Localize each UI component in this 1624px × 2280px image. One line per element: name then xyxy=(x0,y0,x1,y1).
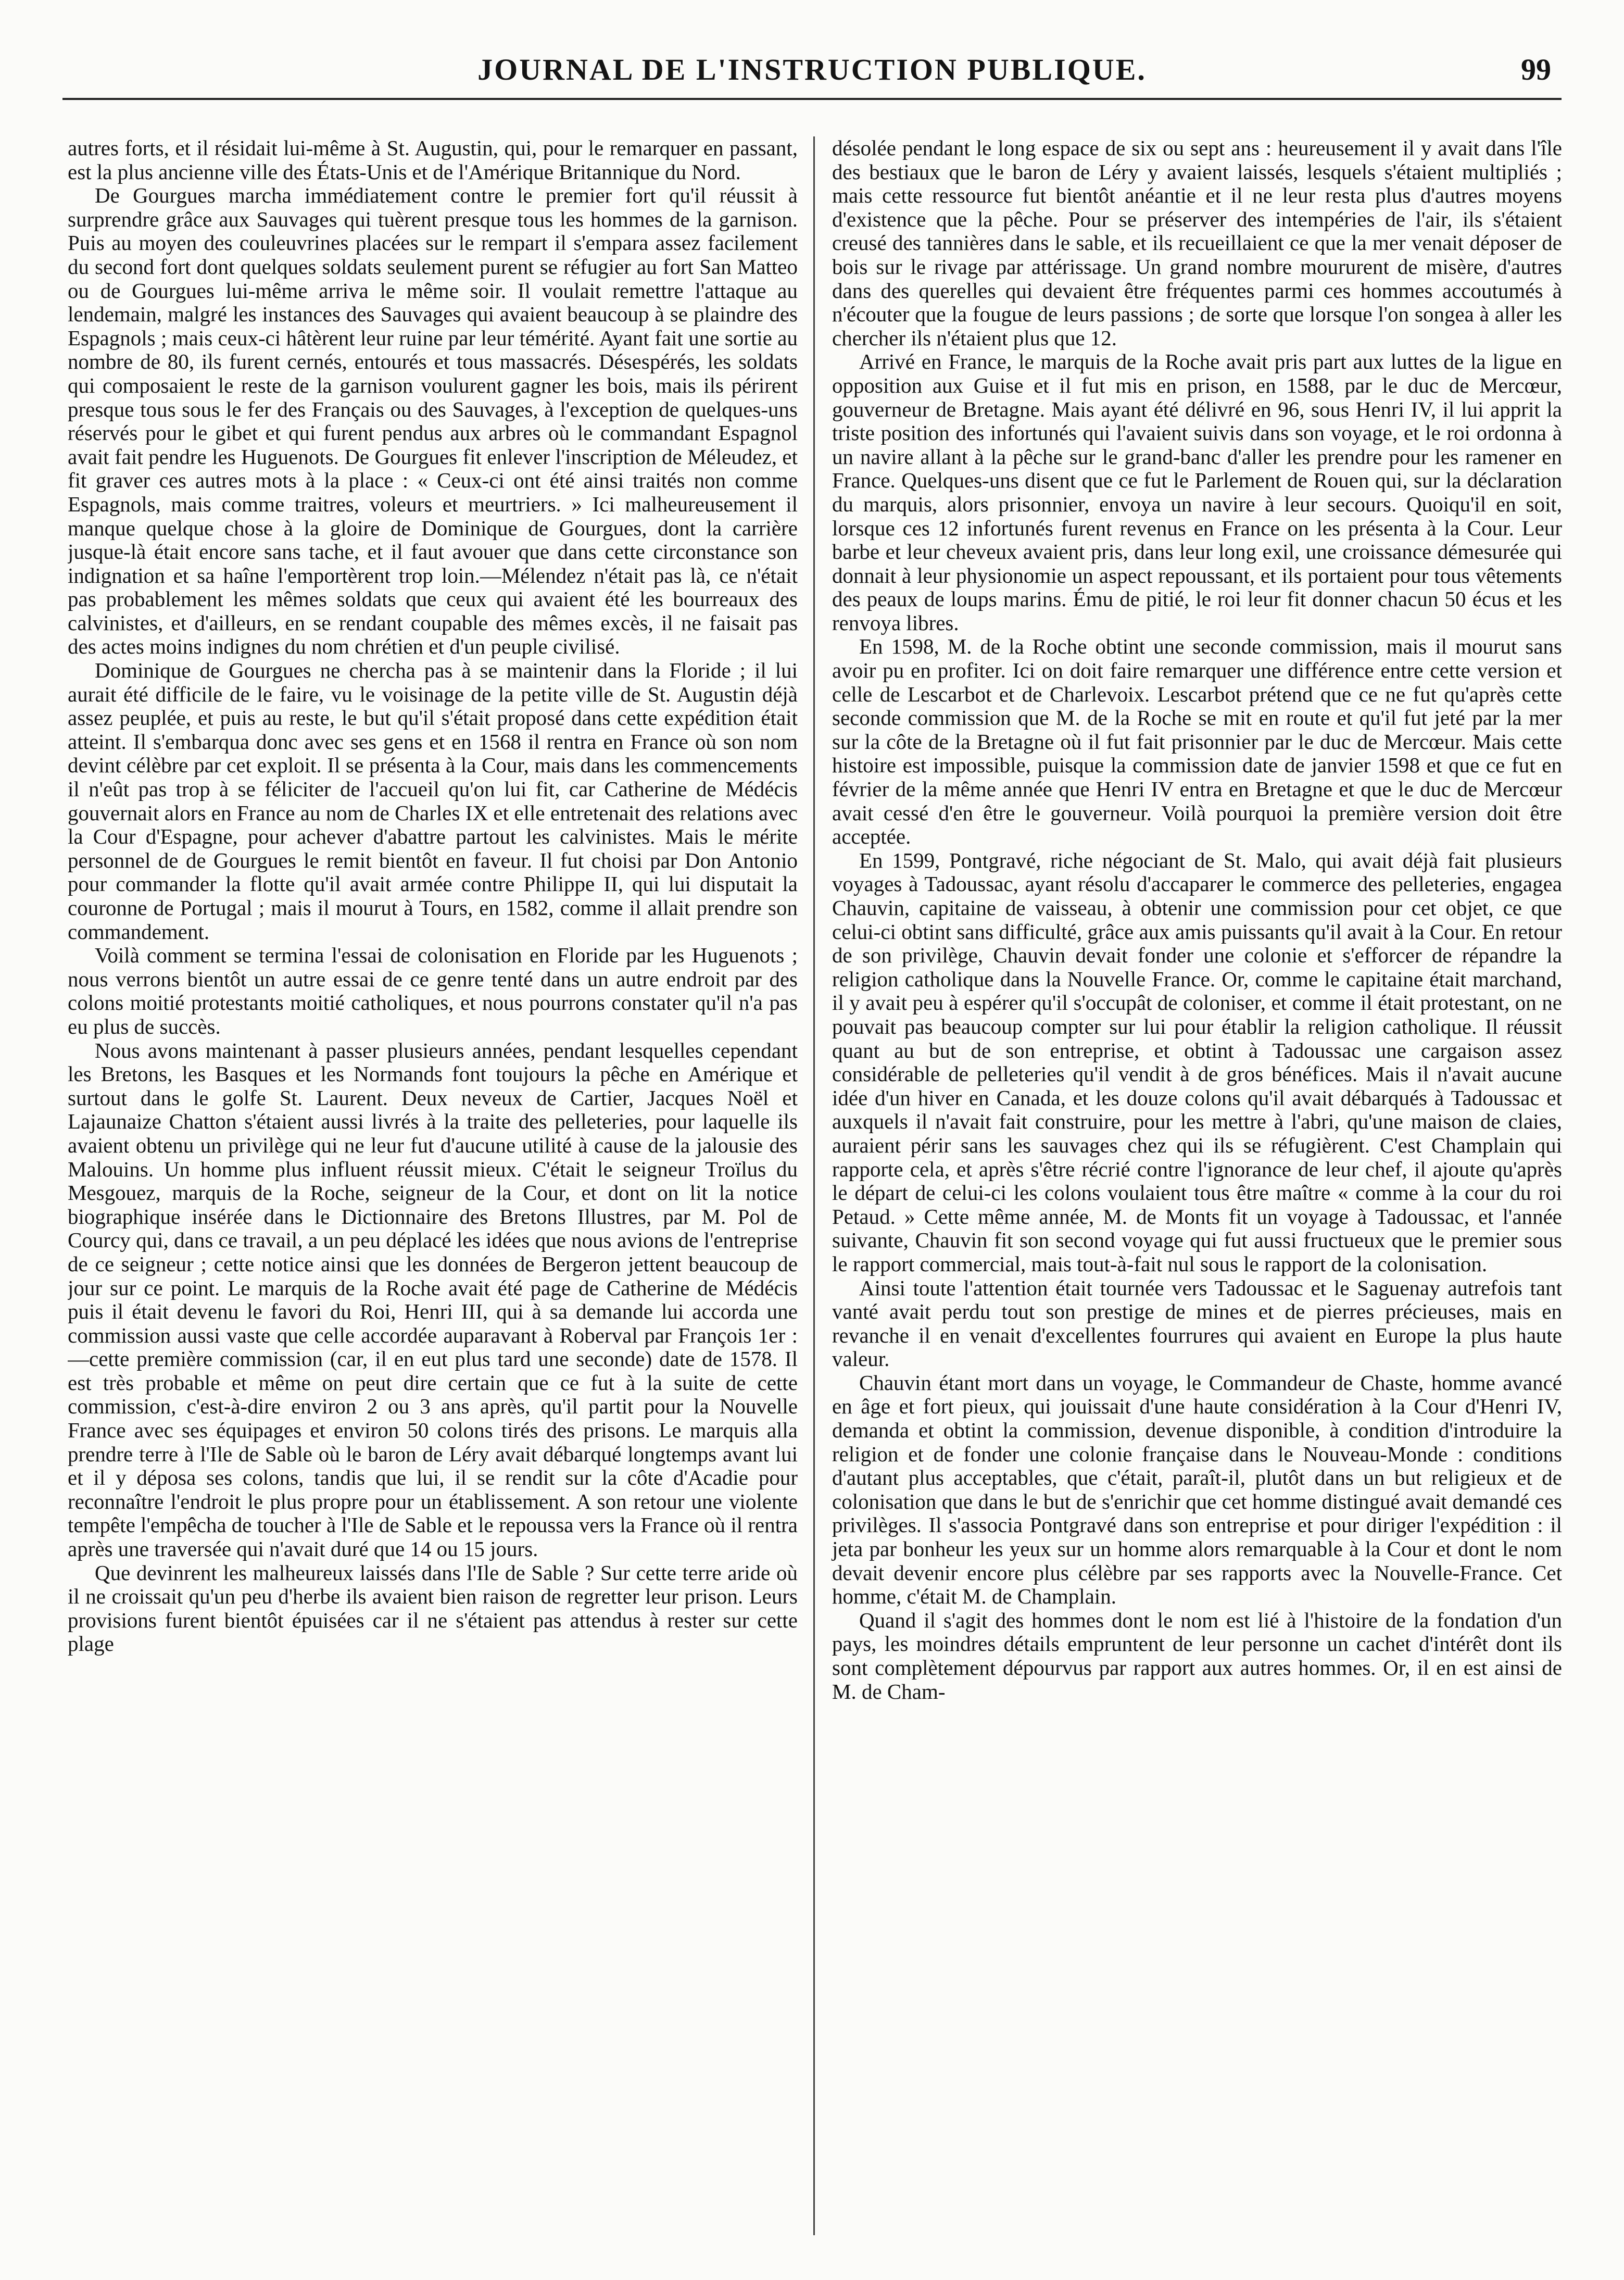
paragraph: En 1599, Pontgravé, riche négociant de St. Malo, qui avait déjà fait plusieurs voyages à Tadoussac, ayant résolu d'accaparer le commerce des pelleteries, engagea Chauvin, capitaine de vaisseau, à obtenir une commission pour cet objet, ce que celui-ci obtint sans difficulté, grâce aux amis puissants qu'il avait à la Cour. En retour de son privilège, Chauvin devait fonder une colonie et s'efforcer de répandre la religion catholique dans la Nouvelle France. Or, comme le capitaine était marchand, il y avait peu à espérer qu'il s'occupât de coloniser, et comme il était protestant, on ne pouvait pas beaucoup compter sur lui pour établir la religion catholique. Il réussit quant au but de son entreprise, et obtint à Tadoussac une cargaison assez considérable de pelleteries qu'il vendit à de gros bénéfices. Mais il n'avait aucune idée d'un hiver en Canada, et les douze colons qu'il avait débarqués à Tadoussac et auxquels il n'avait fait construire, pour les mettre à l'abri, qu'une maison de claies, auraient périr sans les sauvages chez qui ils se réfugièrent. C'est Champlain qui rapporte cela, et après s'être récrié contre l'ignorance de leur chef, il ajoute qu'après le départ de celui-ci les colons voulaient tous être maître « comme à la cour du roi Petaud. » Cette même année, M. de Monts fit un voyage à Tadoussac, et l'année suivante, Chauvin fit son second voyage qui fut aussi fructueux que le premier sous le rapport commercial, mais tout-à-fait nul sous le rapport de la colonisation. xyxy=(832,848,1562,1276)
paragraph: De Gourgues marcha immédiatement contre le premier fort qu'il réussit à surprendre grâce aux Sauvages qui tuèrent presque tous les hommes de la garnison. Puis au moyen des couleuvrines placées sur le rempart il s'empara assez facilement du second fort dont quelques soldats seulement purent se réfugier au fort San Matteo ou de Gourgues lui-même arriva le même soir. Il voulait remettre l'attaque au lendemain, malgré les instances des Sauvages qui avaient beaucoup à se plaindre des Espagnols ; mais ceux-ci hâtèrent leur ruine par leur témérité. Ayant fait une sortie au nombre de 80, ils furent cernés, entourés et tous massacrés. Désespérés, les soldats qui composaient le reste de la garnison voulurent gagner les bois, mais ils périrent presque tous sous le fer des Français ou des Sauvages, à l'exception de quelques-uns réservés pour le gibet et qui furent pendus aux arbres où le commandant Espagnol avait fait pendre les Huguenots. De Gourgues fit enlever l'inscription de Méleudez, et fit graver ces autres mots à la place : « Ceux-ci ont été ainsi traités non comme Espagnols, mais comme traitres, voleurs et meurtriers. » Ici malheureusement il manque quelque chose à la gloire de Dominique de Gourgues, dont la carrière jusque-là était encore sans tache, et il faut avouer que dans cette circonstance son indignation et sa haîne l'emportèrent trop loin.—Mélendez n'était pas là, ce n'était pas probablement les mêmes soldats que ceux qui avaient été les bourreaux des calvinistes, et d'ailleurs, en se rendant coupable des mêmes excès, il ne faisait pas des actes moins indignes du nom chrétien et d'un peuple civilisé. xyxy=(68,183,798,659)
paragraph: Quand il s'agit des hommes dont le nom est lié à l'histoire de la fondation d'un pays, les moindres détails empruntent de leur personne un cachet d'intérêt dont ils sont complètement dépourvus par rapport aux autres hommes. Or, il en est ainsi de M. de Cham- xyxy=(832,1608,1562,1703)
paragraph: En 1598, M. de la Roche obtint une seconde commission, mais il mourut sans avoir pu en profiter. Ici on doit faire remarquer une différence entre cette version et celle de Lescarbot et de Charlevoix. Lescarbot prétend que ce ne fut qu'après cette seconde commission que M. de la Roche se mit en route et qu'il fut jeté par la mer sur la côte de la Bretagne où il fut fait prisonnier par le duc de Mercœur. Mais cette histoire est impossible, puisque la commission date de janvier 1598 et que ce fut en février de la même année que Henri IV entra en Bretagne et que le duc de Mercœur avait cessé d'en être le gouverneur. Voilà pourquoi la première version doit être acceptée. xyxy=(832,634,1562,849)
page-header xyxy=(62,47,1562,104)
paragraph: Arrivé en France, le marquis de la Roche avait pris part aux luttes de la ligue en opposition aux Guise et il fut mis en prison, en 1588, par le duc de Mercœur, gouverneur de Bretagne. Mais ayant été délivré en 96, sous Henri IV, il lui apprit la triste position des infortunés qui l'avaient suivis dans son voyage, et le roi ordonna à un navire allant à la pêche sur le grand-banc d'aller les prendre pour les ramener en France. Quelques-uns disent que ce fut le Parlement de Rouen qui, sur la déclaration du marquis, alors prisonnier, envoya un navire à leur secours. Quoiqu'il en soit, lorsque ces 12 infortunés furent revenus en France on les présenta à la Cour. Leur barbe et leur cheveux avaient pris, dans leur long exil, une croissance démesurée qui donnait à leur physionomie un aspect repoussant, et ils portaient pour tous vêtements des peaux de loups marins. Ému de pitié, le roi leur fit donner chacun 50 écus et les renvoya libres. xyxy=(832,349,1562,635)
header-rule xyxy=(62,98,1562,100)
left-column xyxy=(68,136,817,2235)
right-column xyxy=(812,136,1562,2235)
paragraph: Chauvin étant mort dans un voyage, le Commandeur de Chaste, homme avancé en âge et fort pieux, qui jouissait d'une haute considération à la Cour d'Henri IV, demanda et obtint la commission, devenue disponible, à condition d'introduire la religion et de fonder une colonie française dans le Nouveau-Monde : conditions d'autant plus acceptables, que c'était, paraît-il, plutôt dans un but religieux et de colonisation que dans le but de s'enrichir que cet homme distingué avait demandé ces privilèges. Il s'associa Pontgravé dans son entreprise et pour diriger l'expédition : il jeta par bonheur les yeux sur un homme alors remarquable à la Cour et dont le nom devait devenir encore plus célèbre par ses rapports avec la Nouvelle-France. Cet homme, c'était M. de Champlain. xyxy=(832,1370,1562,1609)
page-number: 99 xyxy=(1521,53,1551,86)
paragraph: Ainsi toute l'attention était tournée vers Tadoussac et le Saguenay autrefois tant vanté avait perdu tout son prestige de mines et de pierres précieuses, mais en revanche il en venait d'excellentes fourrures qui avaient en Europe la plus haute valeur. xyxy=(832,1275,1562,1371)
paragraph: autres forts, et il résidait lui-même à St. Augustin, qui, pour le remarquer en passant, est la plus ancienne ville des États-Unis et de l'Amérique Britannique du Nord. xyxy=(68,136,798,184)
paragraph: Dominique de Gourgues ne chercha pas à se maintenir dans la Floride ; il lui aurait été difficile de le faire, vu le voisinage de la petite ville de St. Augustin déjà assez peuplée, et puis au reste, le but qu'il s'était proposé dans cette expédition était atteint. Il s'embarqua donc avec ses gens et en 1568 il rentra en France où son nom devint célèbre par cet exploit. Il se présenta à la Cour, mais dans les commencements il n'eût pas trop à se féliciter de l'accueil qu'on lui fit, car Catherine de Médécis gouvernait alors en France au nom de Charles IX et elle entretenait des relations avec la Cour d'Espagne, pour achever d'abattre partout les calvinistes. Mais le mérite personnel de de Gourgues le remit bientôt en faveur. Il fut choisi par Don Antonio pour commander la flotte qu'il avait armée contre Philippe II, qui lui disputait la couronne de Portugal ; mais il mourut à Tours, en 1582, comme il allait prendre son commandement. xyxy=(68,658,798,944)
paragraph: Que devinrent les malheureux laissés dans l'Ile de Sable ? Sur cette terre aride où il ne croissait qu'un peu d'herbe ils avaient bien raison de regretter leur prison. Leurs provisions furent bientôt épuisées car il ne s'étaient pas attendus à rester sur cette plage xyxy=(68,1560,798,1656)
paragraph: Voilà comment se termina l'essai de colonisation en Floride par les Huguenots ; nous verrons bientôt un autre essai de ce genre tenté dans un autre endroit par des colons moitié protestants moitié catholiques, et nous pourrons constater qu'il n'a pas eu plus de succès. xyxy=(68,943,798,1038)
paragraph: Nous avons maintenant à passer plusieurs années, pendant lesquelles cependant les Bretons, les Basques et les Normands font toujours la pêche en Amérique et surtout dans le golfe St. Laurent. Deux neveux de Cartier, Jacques Noël et Lajaunaize Chatton s'étaient aussi livrés à la traite des pelleteries, pour laquelle ils avaient obtenu un privilège qui ne leur fut d'aucune utilité à cause de la jalousie des Malouins. Un homme plus influent réussit mieux. C'était le seigneur Troïlus du Mesgouez, marquis de la Roche, seigneur de la Cour, et dont on lit la notice biographique insérée dans le Dictionnaire des Bretons Illustres, par M. Pol de Courcy qui, dans ce travail, a un peu déplacé les idées que nous avions de l'entreprise de ce seigneur ; cette notice ainsi que les données de Bergeron jettent beaucoup de jour sur ce point. Le marquis de la Roche avait été page de Catherine de Médécis puis il était devenu le favori du Roi, Henri III, qui à sa demande lui accorda une commission aussi vaste que celle accordée auparavant à Roberval par François 1er :—cette première commission (car, il en eut plus tard une seconde) date de 1578. Il est très probable et même on peut dire certain que ce fut à la suite de cette commission, c'est-à-dire environ 2 ou 3 ans après, qu'il partit pour la Nouvelle France avec ses équipages et environ 50 colons tirés des prisons. Le marquis alla prendre terre à l'Ile de Sable où le baron de Léry avait débarqué longtemps avant lui et il y déposa ses colons, tandis que lui, il se rendit sur la côte d'Acadie pour reconnaître l'endroit le plus propre pour un établissement. A son retour une violente tempête l'empêcha de toucher à l'Ile de Sable et le repoussa vers la France où il rentra après une traversée qui n'avait duré que 14 ou 15 jours. xyxy=(68,1038,798,1561)
paragraph: désolée pendant le long espace de six ou sept ans : heureusement il y avait dans l'île des bestiaux que le baron de Léry y avaient laissés, lesquels s'étaient multipliés ; mais cette ressource fut bientôt anéantie et il ne leur resta plus d'autres moyens d'existence que la pêche. Pour se préserver des intempéries de l'air, ils s'étaient creusé des tannières dans le sable, et ils recueillaient ce que la mer venait déposer de bois sur le rivage par attérissage. Un grand nombre moururent de misère, d'autres dans des querelles qui devaient être fréquentes parmi ces hommes accoutumés à n'écouter que la fougue de leurs passions ; de sorte que lorsque l'on songea à aller les chercher ils n'étaient plus que 12. xyxy=(832,136,1562,350)
running-title: JOURNAL DE L'INSTRUCTION PUBLIQUE. xyxy=(477,53,1147,86)
